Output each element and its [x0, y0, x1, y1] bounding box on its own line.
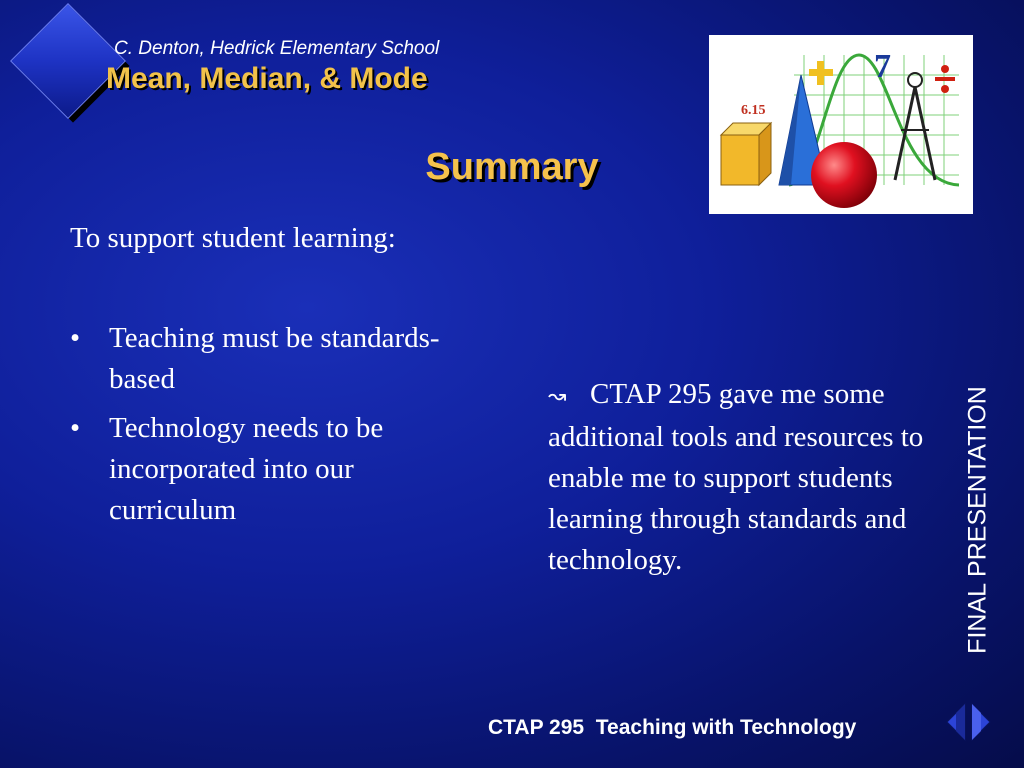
course-title: Mean, Median, & Mode [106, 62, 428, 95]
bullet-text: Technology needs to be incorporated into our curriculum [109, 412, 384, 526]
division-sign-icon [935, 65, 955, 93]
slide-title: Summary [425, 146, 599, 188]
footer-text: CTAP 295 Teaching with Technology [488, 716, 857, 739]
bullet-dot: • [70, 322, 81, 354]
list-item [70, 318, 470, 400]
bullet-text: Teaching must be standards-based [109, 322, 440, 395]
math-clipart-image [709, 35, 973, 214]
sphere-icon [811, 142, 877, 208]
triangle-left-icon [945, 703, 967, 741]
next-slide-button[interactable] [970, 703, 992, 741]
vertical-label-container [962, 360, 994, 680]
number-seven: 7 [874, 48, 891, 85]
school-name: C. Denton, Hedrick Elementary School [114, 38, 440, 59]
vertical-label: FINAL PRESENTATION [963, 386, 992, 654]
bullet-dot: • [70, 412, 81, 444]
ctap-summary-text: CTAP 295 gave me some additional tools and resources to enable me to support students learning through standards and technology. [548, 378, 924, 576]
intro-text: To support student learning: [70, 222, 396, 254]
wave-arrow-icon: ↝ [548, 384, 567, 409]
triangle-right-icon [970, 703, 992, 741]
previous-slide-button[interactable] [945, 703, 967, 741]
cube-icon [721, 123, 771, 185]
bullet-list [70, 318, 470, 539]
list-item [70, 408, 470, 531]
decimal-label: 6.15 [741, 103, 766, 118]
math-clipart-svg [709, 35, 973, 214]
diamond-icon [10, 3, 126, 119]
plus-sign-icon [809, 61, 833, 85]
ctap-summary-paragraph [548, 374, 928, 581]
